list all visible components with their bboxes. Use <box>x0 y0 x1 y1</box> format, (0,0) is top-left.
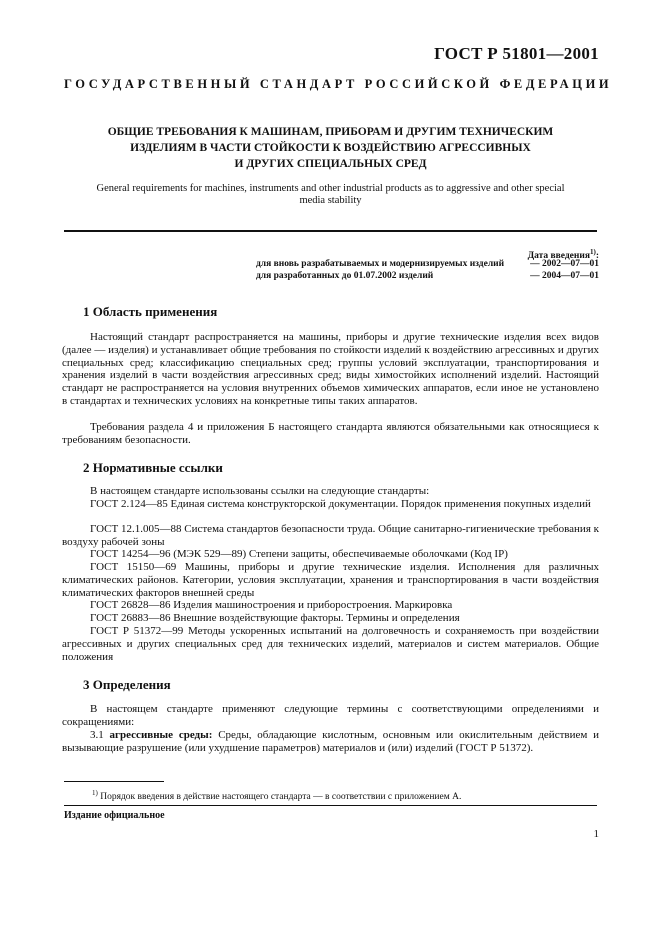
paragraph <box>62 421 599 447</box>
intro-row-new <box>256 259 599 269</box>
paragraph <box>62 485 599 498</box>
definition-item <box>62 729 599 755</box>
intro-row-label: для вновь разрабатываемых и модернизируемых изделий <box>256 259 505 269</box>
reference-text: ГОСТ Р 51372—99 Методы ускоренных испытаний на долговечность и сохраняемость при воздействии агрессивных и других специальных сред для технических изделий, материалов и систем материалов. Общие положения <box>62 625 599 663</box>
reference-item <box>62 599 599 612</box>
intro-colon: : <box>595 251 599 262</box>
intro-row-existing <box>256 271 599 281</box>
page-number: 1 <box>593 828 599 840</box>
title-ru-line: И ДРУГИХ СПЕЦИАЛЬНЫХ СРЕД <box>234 158 427 170</box>
footnote <box>92 789 599 802</box>
footnote-rule <box>64 781 164 782</box>
edition-label: Издание официальное <box>64 810 165 821</box>
section-heading-references: 2 Нормативные ссылки <box>83 460 223 475</box>
reference-item <box>62 548 599 561</box>
reference-text: ГОСТ 26828—86 Изделия машиностроения и приборостроения. Маркировка <box>90 599 453 611</box>
state-standard-line: ГОСУДАРСТВЕННЫЙ СТАНДАРТ РОССИЙСКОЙ ФЕДЕРАЦИИ <box>64 77 613 91</box>
footnote-ref: 1) <box>589 248 596 256</box>
paragraph-text: В настоящем стандарте использованы ссылки на следующие стандарты: <box>90 485 430 497</box>
reference-item <box>62 625 599 663</box>
title-russian <box>80 124 581 172</box>
intro-row-value: — 2004—07—01 <box>530 271 599 281</box>
section-heading-scope: 1 Область применения <box>83 304 218 319</box>
reference-text: ГОСТ 14254—96 (МЭК 529—89) Степени защиты, обеспечиваемые оболочками (Код IP) <box>90 548 508 560</box>
definition-term: агрессивные среды: <box>109 729 213 741</box>
intro-row-label: для разработанных до 01.07.2002 изделий <box>256 271 434 281</box>
reference-item <box>62 561 599 599</box>
title-ru-line: ОБЩИЕ ТРЕБОВАНИЯ К МАШИНАМ, ПРИБОРАМ И ДРУГИМ ТЕХНИЧЕСКИМ <box>107 126 554 138</box>
reference-item <box>62 523 599 549</box>
footnote-text: Порядок введения в действие настоящего стандарта — в соответствии с приложением А. <box>100 792 462 803</box>
reference-text: ГОСТ 2.124—85 Единая система конструкторской документации. Порядок применения покупных изделий <box>90 498 591 510</box>
reference-text: ГОСТ 15150—69 Машины, приборы и другие технические изделия. Исполнения для различных климатических районов. Категории, условия эксплуатации, хранения и транспортирования в части воздействия климатических факторов внешней среды <box>62 561 599 599</box>
paragraph-text: Настоящий стандарт распространяется на машины, приборы и другие технические изделия всех видов (далее — изделия) и устанавливает общие требования по стойкости изделий к воздействию агрессивных и других специальных сред; классификацию специальных сред; группы условий эксплуатации, транспортирования и хранения изделий в части воздействия агрессивных сред; виды химостойких исполнений изделий. Настоящий стандарт не распространяется на условия внутренних объемов химических аппаратов, если иное не установлено в стандартах и технических условиях на конкретные типы таких аппаратов. <box>62 331 599 407</box>
section-heading-definitions: 3 Определения <box>83 677 171 692</box>
bottom-rule <box>64 805 597 806</box>
reference-item <box>62 498 599 511</box>
reference-item <box>62 612 599 625</box>
footnote-mark: 1) <box>92 789 98 797</box>
definition-number: 3.1 <box>90 729 104 741</box>
paragraph-text: В настоящем стандарте применяют следующие термины с соответствующими определениями и сокращениями: <box>62 703 599 728</box>
definition-text: Среды, обладающие кислотным, основным или окислительным действием и вызывающие разрушение (или ухудшение параметров) материалов и (или) изделий (ГОСТ Р 51372). <box>62 729 599 754</box>
paragraph <box>62 703 599 729</box>
paragraph-text: Требования раздела 4 и приложения Б настоящего стандарта являются обязательными как относящиеся к требованиям безопасности. <box>62 421 599 446</box>
reference-text: ГОСТ 12.1.005—88 Система стандартов безопасности труда. Общие санитарно-гигиенические требования к воздуху рабочей зоны <box>62 523 599 548</box>
title-en-line: General requirements for machines, instruments and other industrial products as to aggressive and other special <box>96 183 565 194</box>
document-number: ГОСТ Р 51801—2001 <box>434 44 599 63</box>
reference-text: ГОСТ 26883—86 Внешние воздействующие факторы. Термины и определения <box>90 612 460 624</box>
top-rule <box>64 230 597 232</box>
title-en-line: media stability <box>299 195 362 206</box>
title-ru-line: ИЗДЕЛИЯМ В ЧАСТИ СТОЙКОСТИ К ВОЗДЕЙСТВИЮ АГРЕССИВНЫХ <box>130 142 531 154</box>
title-english <box>70 183 591 207</box>
intro-date-text: Дата введения <box>527 251 590 262</box>
intro-row-value: — 2002—07—01 <box>530 259 599 269</box>
paragraph <box>62 331 599 408</box>
